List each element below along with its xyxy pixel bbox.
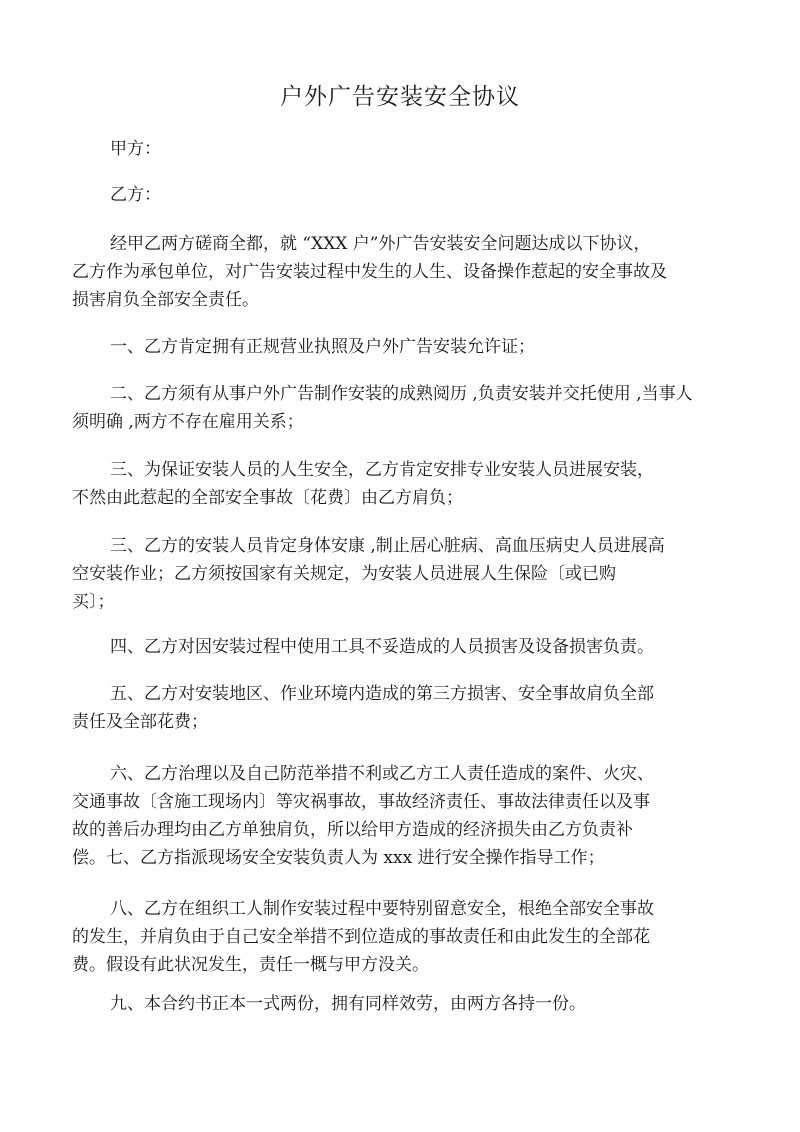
paragraph-line: 五、乙方对安装地区、作业环境内造成的第三方损害、安全事故肩负全部 [110, 684, 654, 704]
party-b-label: 乙方： [110, 185, 161, 205]
paragraph-line: 责任及全部花费； [72, 712, 208, 732]
paragraph-line: 乙方作为承包单位，对广告安装过程中发生的人生、设备操作惹起的安全事故及 [72, 262, 667, 282]
paragraph-line: 九、本合约书正本一式两份，拥有同样效劳，由两方各持一份。 [110, 994, 586, 1014]
paragraph-line: 四、乙方对因安装过程中使用工具不妥造成的人员损害及设备损害负责。 [110, 637, 654, 657]
paragraph-line: 交通事故〔含施工现场内〕等灾祸事故，事故经济责任、事故法律责任以及事 [72, 792, 650, 812]
paragraph-line: 六、乙方治理以及自己防范举措不利或乙方工人责任造成的案件、火灾、 [110, 764, 654, 784]
paragraph-line: 须明确 ,两方不存在雇用关系； [72, 412, 304, 432]
clause-paragraph [72, 532, 722, 616]
paragraph-line: 不然由此惹起的全部安全事故〔花费〕由乙方肩负； [72, 488, 463, 508]
paragraph-line: 买〕； [72, 592, 115, 612]
clause-paragraph [72, 380, 722, 436]
paragraph-line: 损害肩负全部安全责任。 [72, 290, 259, 310]
clause-paragraph [72, 680, 722, 736]
document-title: 户外广告安装安全协议 [280, 84, 520, 110]
paragraph-line: 一、乙方肯定拥有正规营业执照及户外广告安装允许证； [110, 337, 535, 357]
paragraph-line: 费。假设有此状况发生，责任一概与甲方没关。 [72, 955, 429, 975]
paragraph-line: 故的善后办理均由乙方单独肩负，所以给甲方造成的经济损失由乙方负责补 [72, 820, 633, 840]
clause-paragraph [72, 230, 722, 314]
clause-paragraph [72, 333, 722, 361]
paragraph-line: 三、乙方的安装人员肯定身体安康 ,制止居心脏病、高血压病史人员进展高 [110, 536, 665, 556]
clause-paragraph [72, 760, 722, 872]
paragraph-line: 的发生，并肩负由于自己安全举措不到位造成的事故责任和由此发生的全部花 [72, 927, 650, 947]
paragraph-line: 八、乙方在组织工人制作安装过程中要特别留意安全，根绝全部安全事故 [110, 899, 654, 919]
clause-paragraph [72, 633, 722, 661]
paragraph-line: 三、为保证安装人员的人生安全，乙方肯定安排专业安装人员进展安装， [110, 460, 654, 480]
paragraph-line: 偿。七、乙方指派现场安全安装负责人为 xxx 进行安全操作指导工作； [72, 848, 605, 868]
clause-paragraph [72, 990, 722, 1018]
clause-paragraph [72, 456, 722, 512]
paragraph-line: 二、乙方须有从事户外广告制作安装的成熟阅历 ,负责安装并交托使用 ,当事人 [110, 384, 693, 404]
paragraph-line: 空安装作业；乙方须按国家有关规定，为安装人员进展人生保险〔或已购 [72, 564, 616, 584]
clause-paragraph [72, 895, 722, 979]
party-a-label: 甲方： [110, 139, 161, 159]
paragraph-line: 经甲乙两方磋商全都，就 “XXX 户”外广告安装安全问题达成以下协议， [110, 234, 651, 254]
